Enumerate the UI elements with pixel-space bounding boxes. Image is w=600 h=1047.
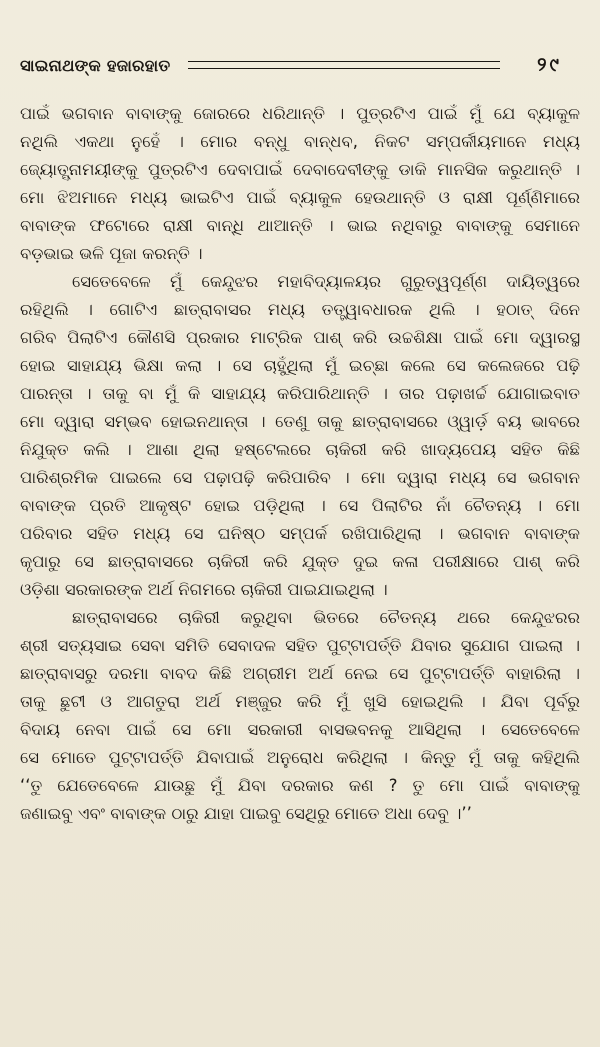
text-line: ଜଣାଇବୁ ଏବଂ ବାବାଙ୍କ ଠାରୁ ଯାହା ପାଇବୁ ସେଥିରୁ ମୋତେ ଅଧା ଦେବୁ ।’’ — [20, 804, 472, 823]
text-line: ହୋଇ ସାହାଯ୍ୟ ଭିକ୍ଷା କଲା । ସେ ଚାହୁଁଥିଲା ମୁଁ ଇଚ୍ଛା କଲେ ସେ କଲେଜରେ ପଢ଼ି — [20, 356, 580, 375]
text-line: ବାବାଙ୍କ ଫଟୋରେ ରାକ୍ଷୀ ବାନ୍ଧି ଥାଆନ୍ତି । ଭାଇ ନଥିବାରୁ ବାବାଙ୍କୁ ସେମାନେ — [20, 216, 580, 235]
text-line: କୃପାରୁ ସେ ଛାତ୍ରାବାସରେ ଚାକିରୀ କରି ଯୁକ୍ତ ଦୁଇ କଳା ପରୀକ୍ଷାରେ ପାଶ୍ କରି — [20, 552, 580, 571]
text-line: ଶ୍ରୀ ସତ୍ୟସାଇ ସେବା ସମିତି ସେବାଦଳ ସହିତ ପୁଟ୍ଟାପର୍ତ୍ତି ଯିବାର ସୁଯୋଗ ପାଇଲା । — [20, 636, 580, 655]
text-line: ନିଯୁକ୍ତ କଲି । ଆଶା ଥିଲା ହଷ୍ଟେଲରେ ଚାକିରୀ କରି ଖାଦ୍ୟପେୟ ସହିତ କିଛି — [20, 440, 580, 459]
text-line: ସେ ମୋତେ ପୁଟ୍ଟାପର୍ତ୍ତି ଯିବାପାଇଁ ଅନୁରୋଧ କରିଥିଲା । କିନ୍ତୁ ମୁଁ ତାକୁ କହିଥିଲି — [20, 748, 580, 767]
text-line: ମୋ ଦ୍ୱାରା ସମ୍ଭବ ହୋଇନଥାନ୍ତା । ତେଣୁ ତାକୁ ଛାତ୍ରାବାସରେ ଓ୍ୱାର୍ଡ଼ ବୟ ଭାବରେ — [20, 412, 580, 431]
text-line: ଛାତ୍ରାବାସରେ ଚାକିରୀ କରୁଥିବା ଭିତରେ ଚୈତନ୍ୟ ଥରେ କେନ୍ଦୁଝରର — [72, 608, 580, 627]
page-number: ୨୯ — [537, 54, 562, 76]
text-line: ବିଦାୟ ନେବା ପାଇଁ ସେ ମୋ ସରକାରୀ ବାସଭବନକୁ ଆସିଥିଲା । ସେତେବେଳେ — [20, 720, 580, 739]
text-line: ରହିଥିଲି । ଗୋଟିଏ ଛାତ୍ରାବାସର ମଧ୍ୟ ତତ୍ତ୍ୱାବଧାରକ ଥିଲି । ହଠାତ୍ ଦିନେ — [20, 300, 580, 319]
text-line: ନଥିଲି ଏକଥା ନୁହେଁ । ମୋର ବନ୍ଧୁ ବାନ୍ଧବ, ନିକଟ ସମ୍ପର୍କୀୟମାନେ ମଧ୍ୟ — [20, 132, 580, 151]
text-line: ବଡ଼ଭାଇ ଭଳି ପୂଜା କରନ୍ତି । — [20, 244, 203, 263]
page-header — [20, 50, 580, 82]
text-line: ସେତେବେଳେ ମୁଁ କେନ୍ଦୁଝର ମହାବିଦ୍ୟାଳୟର ଗୁରୁତ୍ୱପୂର୍ଣ୍ଣ ଦାୟିତ୍ୱରେ — [72, 272, 580, 291]
running-title: ସାଇନାଥଙ୍କ ହଜାରହାତ — [20, 56, 171, 75]
body-text — [20, 100, 580, 828]
text-line: ପାଇଁ ଭଗବାନ ବାବାଙ୍କୁ ଜୋରରେ ଧରିଥାନ୍ତି । ପୁତ୍ରଟିଏ ପାଇଁ ମୁଁ ଯେ ବ୍ୟାକୁଳ — [20, 104, 580, 123]
text-line: ଓଡ଼ିଶା ସରକାରଙ୍କ ଅର୍ଥ ନିଗମରେ ଚାକିରୀ ପାଇଯାଇଥିଲା । — [20, 580, 388, 599]
text-line: ଛାତ୍ରାବାସରୁ ଦରମା ବାବଦ କିଛି ଅଗ୍ରୀମ ଅର୍ଥ ନେଇ ସେ ପୁଟ୍ଟାପର୍ତ୍ତି ବାହାରିଲା । — [20, 664, 580, 683]
text-line: ତାକୁ ଛୁଟୀ ଓ ଆଗତୁରା ଅର୍ଥ ମଞ୍ଜୁର କରି ମୁଁ ଖୁସି ହୋଇଥିଲି । ଯିବା ପୂର୍ବରୁ — [20, 692, 580, 711]
text-line: ପାରନ୍ତା । ତାକୁ ବା ମୁଁ କି ସାହାଯ୍ୟ କରିପାରିଥାନ୍ତି । ତାର ପଢ଼ାଖର୍ଚ୍ଚ ଯୋଗାଇବାତ — [20, 384, 580, 403]
text-line: ଜ୍ୟୋତ୍ସ୍ନାମୟୀଙ୍କୁ ପୁତ୍ରଟିଏ ଦେବାପାଇଁ ଦେବାଦେବୀଙ୍କୁ ଡାକି ମାନସିକ କରୁଥାନ୍ତି । — [20, 160, 580, 179]
paragraph — [20, 100, 580, 268]
text-line: ପାରିଶ୍ରମିକ ପାଇଲେ ସେ ପଢ଼ାପଢ଼ି କରିପାରିବ । ମୋ ଦ୍ୱାରା ମଧ୍ୟ ସେ ଭଗବାନ — [20, 468, 580, 487]
text-line: ଗରିବ ପିଲାଟିଏ କୌଣସି ପ୍ରକାର ମାଟ୍ରିକ ପାଶ୍ କରି ଉଚ୍ଚଶିକ୍ଷା ପାଇଁ ମୋ ଦ୍ୱାରସ୍ଥ — [20, 328, 580, 347]
paragraph — [20, 268, 580, 604]
text-line: ‘‘ତୁ ଯେତେବେଳେ ଯାଉଛୁ ମୁଁ ଯିବା ଦରକାର କଣ ? ତୁ ମୋ ପାଇଁ ବାବାଙ୍କୁ — [20, 776, 580, 795]
paragraph — [20, 604, 580, 828]
text-line: ବାବାଙ୍କ ପ୍ରତି ଆକୃଷ୍ଟ ହୋଇ ପଡ଼ିଥିଲା । ସେ ପିଲାଟିର ନାଁ ଚୈତନ୍ୟ । ମୋ — [20, 496, 580, 515]
text-line: ମୋ ଝିଅମାନେ ମଧ୍ୟ ଭାଇଟିଏ ପାଇଁ ବ୍ୟାକୁଳ ହେଉଥାନ୍ତି ଓ ରାକ୍ଷୀ ପୂର୍ଣ୍ଣିମାରେ — [20, 188, 580, 207]
text-line: ପରିବାର ସହିତ ମଧ୍ୟ ସେ ଘନିଷ୍ଠ ସମ୍ପର୍କ ରଖିପାରିଥିଲା । ଭଗବାନ ବାବାଙ୍କ — [20, 524, 580, 543]
header-double-rule — [188, 61, 500, 69]
